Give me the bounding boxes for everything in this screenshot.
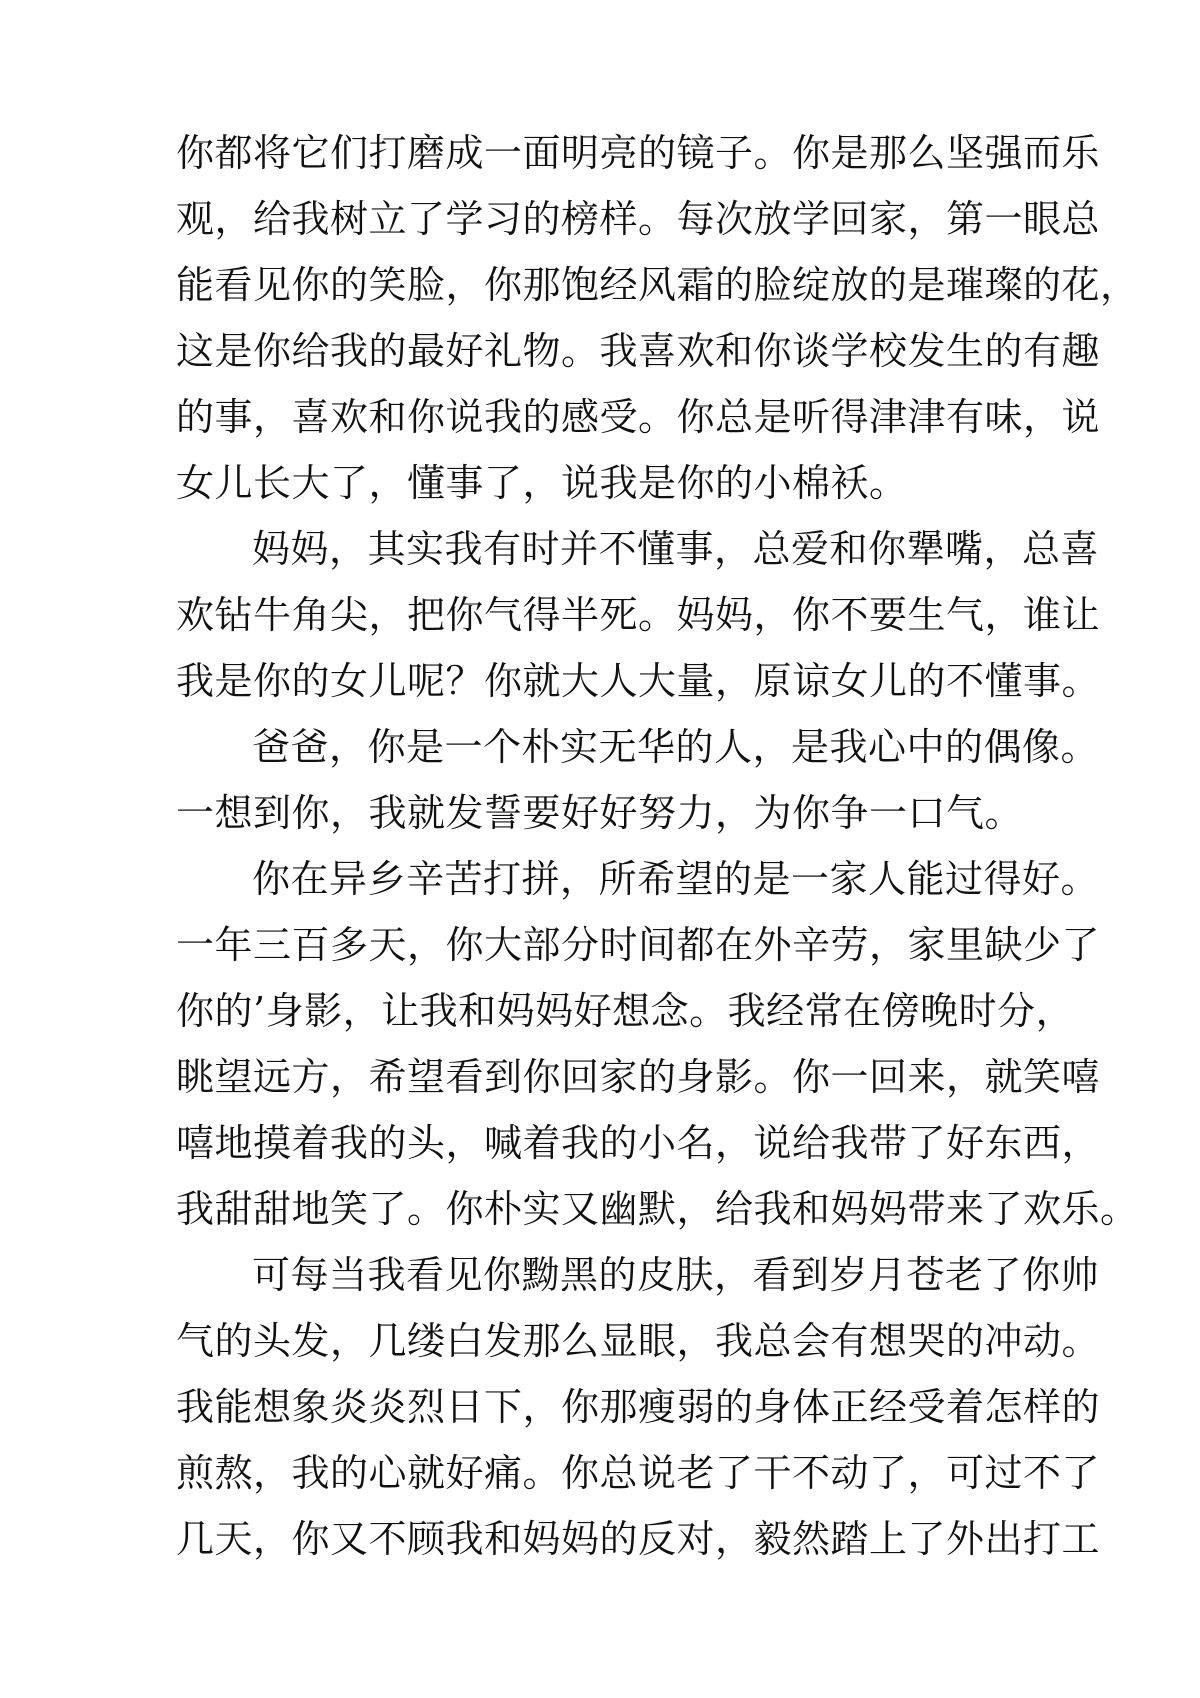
text-line: 我是你的女儿呢？你就大人大量，原谅女儿的不懂事。 bbox=[176, 659, 1101, 703]
text-line: 欢钻牛角尖，把你气得半死。妈妈，你不要生气，谁让 bbox=[176, 593, 1101, 637]
text-line: 能看见你的笑脸，你那饱经风霜的脸绽放的是璀璨的花， bbox=[176, 263, 1139, 307]
text-line: 一想到你，我就发誓要好好努力，为你争一口气。 bbox=[176, 791, 1024, 835]
text-line: 气的头发，几缕白发那么显眼，我总会有想哭的冲动。 bbox=[176, 1319, 1101, 1363]
text-line: 眺望远方，希望看到你回家的身影。你一回来，就笑嘻 bbox=[176, 1055, 1101, 1099]
paragraph-start-line: 可每当我看见你黝黑的皮肤，看到岁月苍老了你帅 bbox=[252, 1253, 1100, 1297]
paragraph-start-line: 爸爸，你是一个朴实无华的人，是我心中的偶像。 bbox=[252, 725, 1100, 769]
text-line: 嘻地摸着我的头，喊着我的小名，说给我带了好东西， bbox=[176, 1121, 1101, 1165]
text-line: 我能想象炎炎烈日下，你那瘦弱的身体正经受着怎样的 bbox=[176, 1385, 1101, 1429]
text-line: 这是你给我的最好礼物。我喜欢和你谈学校发生的有趣 bbox=[176, 329, 1101, 373]
paragraph-start-line: 你在异乡辛苦打拼，所希望的是一家人能过得好。 bbox=[252, 857, 1100, 901]
text-line: 我甜甜地笑了。你朴实又幽默，给我和妈妈带来了欢乐。 bbox=[176, 1187, 1139, 1231]
text-line: 煎熬，我的心就好痛。你总说老了干不动了，可过不了 bbox=[176, 1451, 1101, 1495]
paragraph-start-line: 妈妈，其实我有时并不懂事，总爱和你犟嘴，总喜 bbox=[252, 527, 1100, 571]
text-line: 你的’身影，让我和妈妈好想念。我经常在傍晚时分， bbox=[176, 989, 1075, 1033]
text-line: 几天，你又不顾我和妈妈的反对，毅然踏上了外出打工 bbox=[176, 1517, 1101, 1561]
text-line: 观，给我树立了学习的榜样。每次放学回家，第一眼总 bbox=[176, 197, 1101, 241]
text-line: 你都将它们打磨成一面明亮的镜子。你是那么坚强而乐 bbox=[176, 131, 1101, 175]
text-line: 一年三百多天，你大部分时间都在外辛劳，家里缺少了 bbox=[176, 923, 1101, 967]
text-line: 的事，喜欢和你说我的感受。你总是听得津津有味，说 bbox=[176, 395, 1101, 439]
text-line: 女儿长大了，懂事了，说我是你的小棉袄。 bbox=[176, 461, 908, 505]
body-text bbox=[176, 120, 1139, 1572]
